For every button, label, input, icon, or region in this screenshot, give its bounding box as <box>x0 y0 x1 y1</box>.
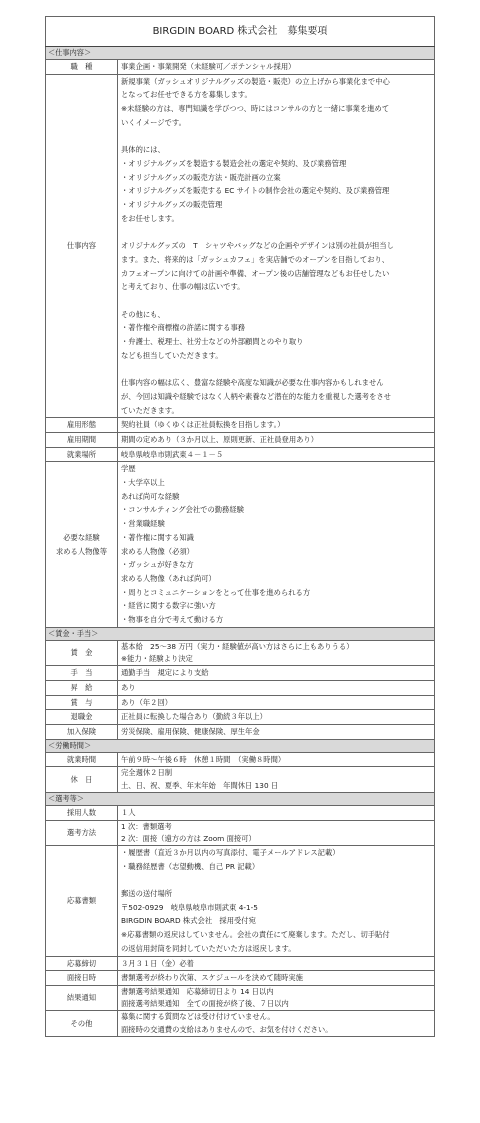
value-line: 正社員に転換した場合あり（勤続３年以上） <box>121 712 267 722</box>
row-label: 就業時間 <box>46 752 118 767</box>
value-line: 面接時の交通費の支給はありませんので、お気を付けください。 <box>121 1024 333 1034</box>
table-row <box>46 985 435 1010</box>
value-line: 期間の定めあり（３か月以上、原則更新、正社員登用あり） <box>121 434 319 444</box>
value-line: ・物事を自分で考えて動ける方 <box>121 615 224 625</box>
value-line: ・著作権や商標権の許諾に関する事務 <box>121 323 246 333</box>
value-line: 具体的には、 <box>121 145 165 155</box>
row-label: 職 種 <box>46 60 118 75</box>
row-label: 選考方法 <box>46 820 118 845</box>
value-line <box>121 294 434 308</box>
row-value <box>118 666 435 681</box>
value-line: ます。また、将来的は「ガッシュカフェ」を実店舗でのオープンを目指しており、 <box>121 254 390 264</box>
value-line: 仕事内容の幅は広く、豊富な経験や高度な知識が必要な仕事内容かもしれません <box>121 378 384 388</box>
table-row <box>46 695 435 710</box>
row-value <box>118 985 435 1010</box>
row-label: 雇用形態 <box>46 418 118 433</box>
value-line: をお任せします。 <box>121 213 179 223</box>
value-line: 学歴 <box>121 464 136 474</box>
value-line: 午前９時～午後６時 休憩１時間 （実働８時間） <box>121 754 286 764</box>
table-row <box>46 447 435 462</box>
value-line: ・オリジナルグッズを製造する製造会社の選定や契約、及び業務管理 <box>121 158 347 168</box>
row-label: 手 当 <box>46 666 118 681</box>
value-line: 通勤手当 規定により支給 <box>121 668 209 678</box>
section-header-row <box>46 792 435 805</box>
row-label: 就業場所 <box>46 447 118 462</box>
row-value <box>118 695 435 710</box>
value-line: 岐阜県岐阜市則武東４－１－５ <box>121 449 224 459</box>
value-line: BIRGDIN BOARD 株式会社 採用受付宛 <box>121 916 256 926</box>
document-title: BIRGDIN BOARD 株式会社 募集要項 <box>46 17 435 47</box>
table-row <box>46 971 435 986</box>
row-label: 退職金 <box>46 710 118 725</box>
value-line: ※未経験の方は、専門知識を学びつつ、時にはコンサルの方と一緒に事業を進めて <box>121 104 390 114</box>
value-line: 郵送の送付場所 <box>121 889 173 898</box>
row-label: 仕事内容 <box>46 74 118 418</box>
section-header-row <box>46 47 435 60</box>
value-line: ていただきます。 <box>121 405 179 415</box>
value-line: が、今回は知識や経験ではなく人柄や素養など潜在的な能力を重視した選考をさせ <box>121 391 391 401</box>
table-row <box>46 805 435 820</box>
value-line: ・著作権に関する知識 <box>121 532 194 542</box>
value-line: あり <box>121 682 136 692</box>
row-label: 結果通知 <box>46 985 118 1010</box>
table-row <box>46 60 435 75</box>
value-line: の返信用封筒を同封していただいた方は返戻します。 <box>121 943 296 953</box>
row-value <box>118 845 435 956</box>
value-line <box>121 873 434 887</box>
row-label: 必要な経験 求める人物像等 <box>46 462 118 627</box>
value-line: ・弁護士、税理士、社労士などの外部顧問とのやり取り <box>121 337 304 347</box>
value-line: ※応募書類の返戻はしていません。会社の責任にて廃棄します。ただし、切手貼付 <box>121 930 390 940</box>
value-line: ・経営に関する数字に強い方 <box>121 601 216 611</box>
section-header-row <box>46 627 435 640</box>
value-line: ・オリジナルグッズの販売管理 <box>121 200 223 210</box>
value-line: なども担当していただきます。 <box>121 350 223 360</box>
value-line: ・ガッシュが好きな方 <box>121 560 194 570</box>
value-line: ・履歴書（直近３か月以内の写真添付、電子メールアドレス記載） <box>121 847 340 857</box>
value-line: 〒502-0929 岐阜県岐阜市則武東 4-1-5 <box>121 902 258 912</box>
row-value <box>118 805 435 820</box>
value-line: ・コンサルティング会社での勤務経験 <box>121 505 244 515</box>
row-label: 賞 与 <box>46 695 118 710</box>
row-value <box>118 74 435 418</box>
value-line: いくイメージです。 <box>121 117 186 127</box>
table-row <box>46 820 435 845</box>
row-value <box>118 752 435 767</box>
value-line: 書類選考が終わり次第、スケジュールを決めて随時実施 <box>121 973 303 983</box>
value-line: 書類選考結果通知 応募締切日より 14 日以内 <box>121 986 274 996</box>
value-line: 契約社員（ゆくゆくは正社員転換を目指します。） <box>121 420 285 430</box>
value-line: ３月３１日（金）必着 <box>121 958 194 968</box>
value-line: 求める人物像（必須） <box>121 546 194 556</box>
value-line: オリジナルグッズの T シャツやバッグなどの企画やデザインは別の社員が担当し <box>121 241 394 251</box>
row-value <box>118 820 435 845</box>
row-label: 休 日 <box>46 767 118 792</box>
value-line: カフェオープンに向けての計画や準備、オープン後の店舗管理などもお任せしたい <box>121 268 390 278</box>
row-value <box>118 432 435 447</box>
value-line: １人 <box>121 807 136 817</box>
row-value <box>118 956 435 971</box>
row-value <box>118 447 435 462</box>
row-label: その他 <box>46 1011 118 1036</box>
row-label: 加入保険 <box>46 724 118 739</box>
section-heading: ＜選考等＞ <box>46 792 435 805</box>
value-line: あり（年２回） <box>121 697 173 707</box>
value-line: 面接選考結果通知 全ての面接が終了後、７日以内 <box>121 999 289 1009</box>
table-row <box>46 956 435 971</box>
table-row <box>46 1011 435 1036</box>
value-line <box>121 130 434 144</box>
table-row <box>46 724 435 739</box>
row-value <box>118 1011 435 1036</box>
row-value <box>118 680 435 695</box>
value-line: ・職務経歴書（志望動機、自己 PR 記載） <box>121 861 260 871</box>
table-row <box>46 752 435 767</box>
section-header-row <box>46 739 435 752</box>
value-line: 2 次：面接（遠方の方は Zoom 面接可） <box>121 833 256 843</box>
table-row <box>46 845 435 956</box>
row-label: 採用人数 <box>46 805 118 820</box>
value-line: と考えており、仕事の幅は広いです。 <box>121 282 245 292</box>
value-line: 新規事業（ガッシュオリジナルグッズの製造・販売）の立上げから事業化まで中心 <box>121 76 390 86</box>
value-line <box>121 362 434 376</box>
requirements-table <box>45 16 435 1037</box>
value-line: ・オリジナルグッズの販売方法・販売計画の立案 <box>121 172 281 182</box>
value-line: あれば尚可な経験 <box>121 491 180 501</box>
table-row <box>46 640 435 665</box>
table-row <box>46 680 435 695</box>
section-heading: ＜賃金・手当＞ <box>46 627 435 640</box>
value-line: となってお任せできる方を募集します。 <box>121 90 252 100</box>
value-line <box>121 225 434 239</box>
row-label: 賃 金 <box>46 640 118 665</box>
title-row <box>46 17 435 47</box>
table-row <box>46 767 435 792</box>
value-line: その他にも、 <box>121 309 165 319</box>
value-line: ※能力・経験より決定 <box>121 653 193 663</box>
section-heading: ＜労働時間＞ <box>46 739 435 752</box>
value-line: 労災保険、雇用保険、健康保険、厚生年金 <box>121 726 260 736</box>
row-value <box>118 640 435 665</box>
value-line: 求める人物像（あれば尚可） <box>121 573 216 583</box>
value-line: 基本給 25～38 万円（実力・経験値が高い方はさらに上もありうる） <box>121 641 354 651</box>
row-value <box>118 971 435 986</box>
value-line: 完全週休２日制 <box>121 768 173 778</box>
value-line: 事業企画・事業開発（未経験可／ポテンシャル採用） <box>121 62 296 71</box>
value-line: 募集に関する質問などは受け付けていません。 <box>121 1012 275 1022</box>
table-row <box>46 710 435 725</box>
row-value <box>118 462 435 627</box>
row-label: 面接日時 <box>46 971 118 986</box>
row-value <box>118 418 435 433</box>
value-line: ・営業職経験 <box>121 519 165 529</box>
table-row <box>46 462 435 627</box>
row-label: 応募書類 <box>46 845 118 956</box>
value-line: ・大学卒以上 <box>121 478 165 488</box>
row-label: 応募締切 <box>46 956 118 971</box>
table-row <box>46 432 435 447</box>
value-line: 1 次：書類選考 <box>121 821 172 831</box>
row-value <box>118 710 435 725</box>
value-line: 土、日、祝、夏季、年末年始 年間休日 130 日 <box>121 780 279 790</box>
section-heading: ＜仕事内容＞ <box>46 47 435 60</box>
row-value <box>118 60 435 75</box>
value-line: ・周りとコミュニケーションをとって仕事を進められる方 <box>121 587 311 597</box>
row-label: 雇用期間 <box>46 432 118 447</box>
table-row <box>46 666 435 681</box>
row-label: 昇 給 <box>46 680 118 695</box>
row-value <box>118 767 435 792</box>
row-value <box>118 724 435 739</box>
value-line: ・オリジナルグッズを販売する EC サイトの制作会社の選定や契約、及び業務管理 <box>121 186 390 196</box>
table-row <box>46 418 435 433</box>
table-row <box>46 74 435 418</box>
recruitment-document <box>45 16 434 1037</box>
